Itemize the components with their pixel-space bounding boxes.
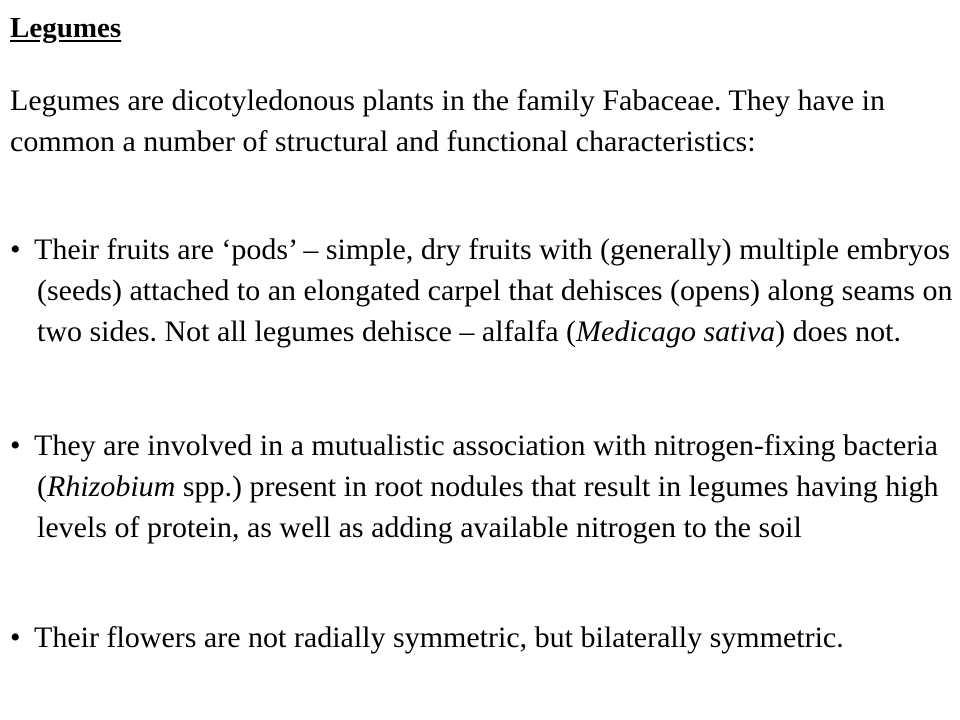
bullet-text: Their fruits are ‘pods’ – simple, dry fruits with (generally) multiple embryos (seeds) attached to an elongated carpel that dehisces (opens) along seams on two sides. Not all legumes dehisce – alfalfa ( [34,233,953,348]
bullet-marker: • [10,233,21,266]
bullet-text-end: ) does not. [775,315,901,348]
intro-paragraph: Legumes are dicotyledonous plants in the family Fabaceae. They have in common a number of structural and functional characteristics: [10,84,885,158]
bullet-marker: • [10,621,21,654]
bullet-italic-text: Rhizobium [47,470,176,503]
bullet-text: They are involved in a mutualistic association with nitrogen-fixing bacteria ( [34,429,938,503]
bullet-marker: • [10,429,21,462]
bullet-nitrogen-fixing [10,425,960,548]
slide-title: Legumes [10,12,122,44]
bullet-text-end: spp.) present in root nodules that result in legumes having high levels of protein, as well as adding available nitrogen to the soil [37,470,939,544]
bullet-text: Their flowers are not radially symmetric, but bilaterally symmetric. [34,621,844,654]
bullet-flowers-symmetry [10,617,960,658]
bullet-italic-text: Medicago sativa [576,315,776,348]
bullet-fruits-pods [10,229,960,352]
